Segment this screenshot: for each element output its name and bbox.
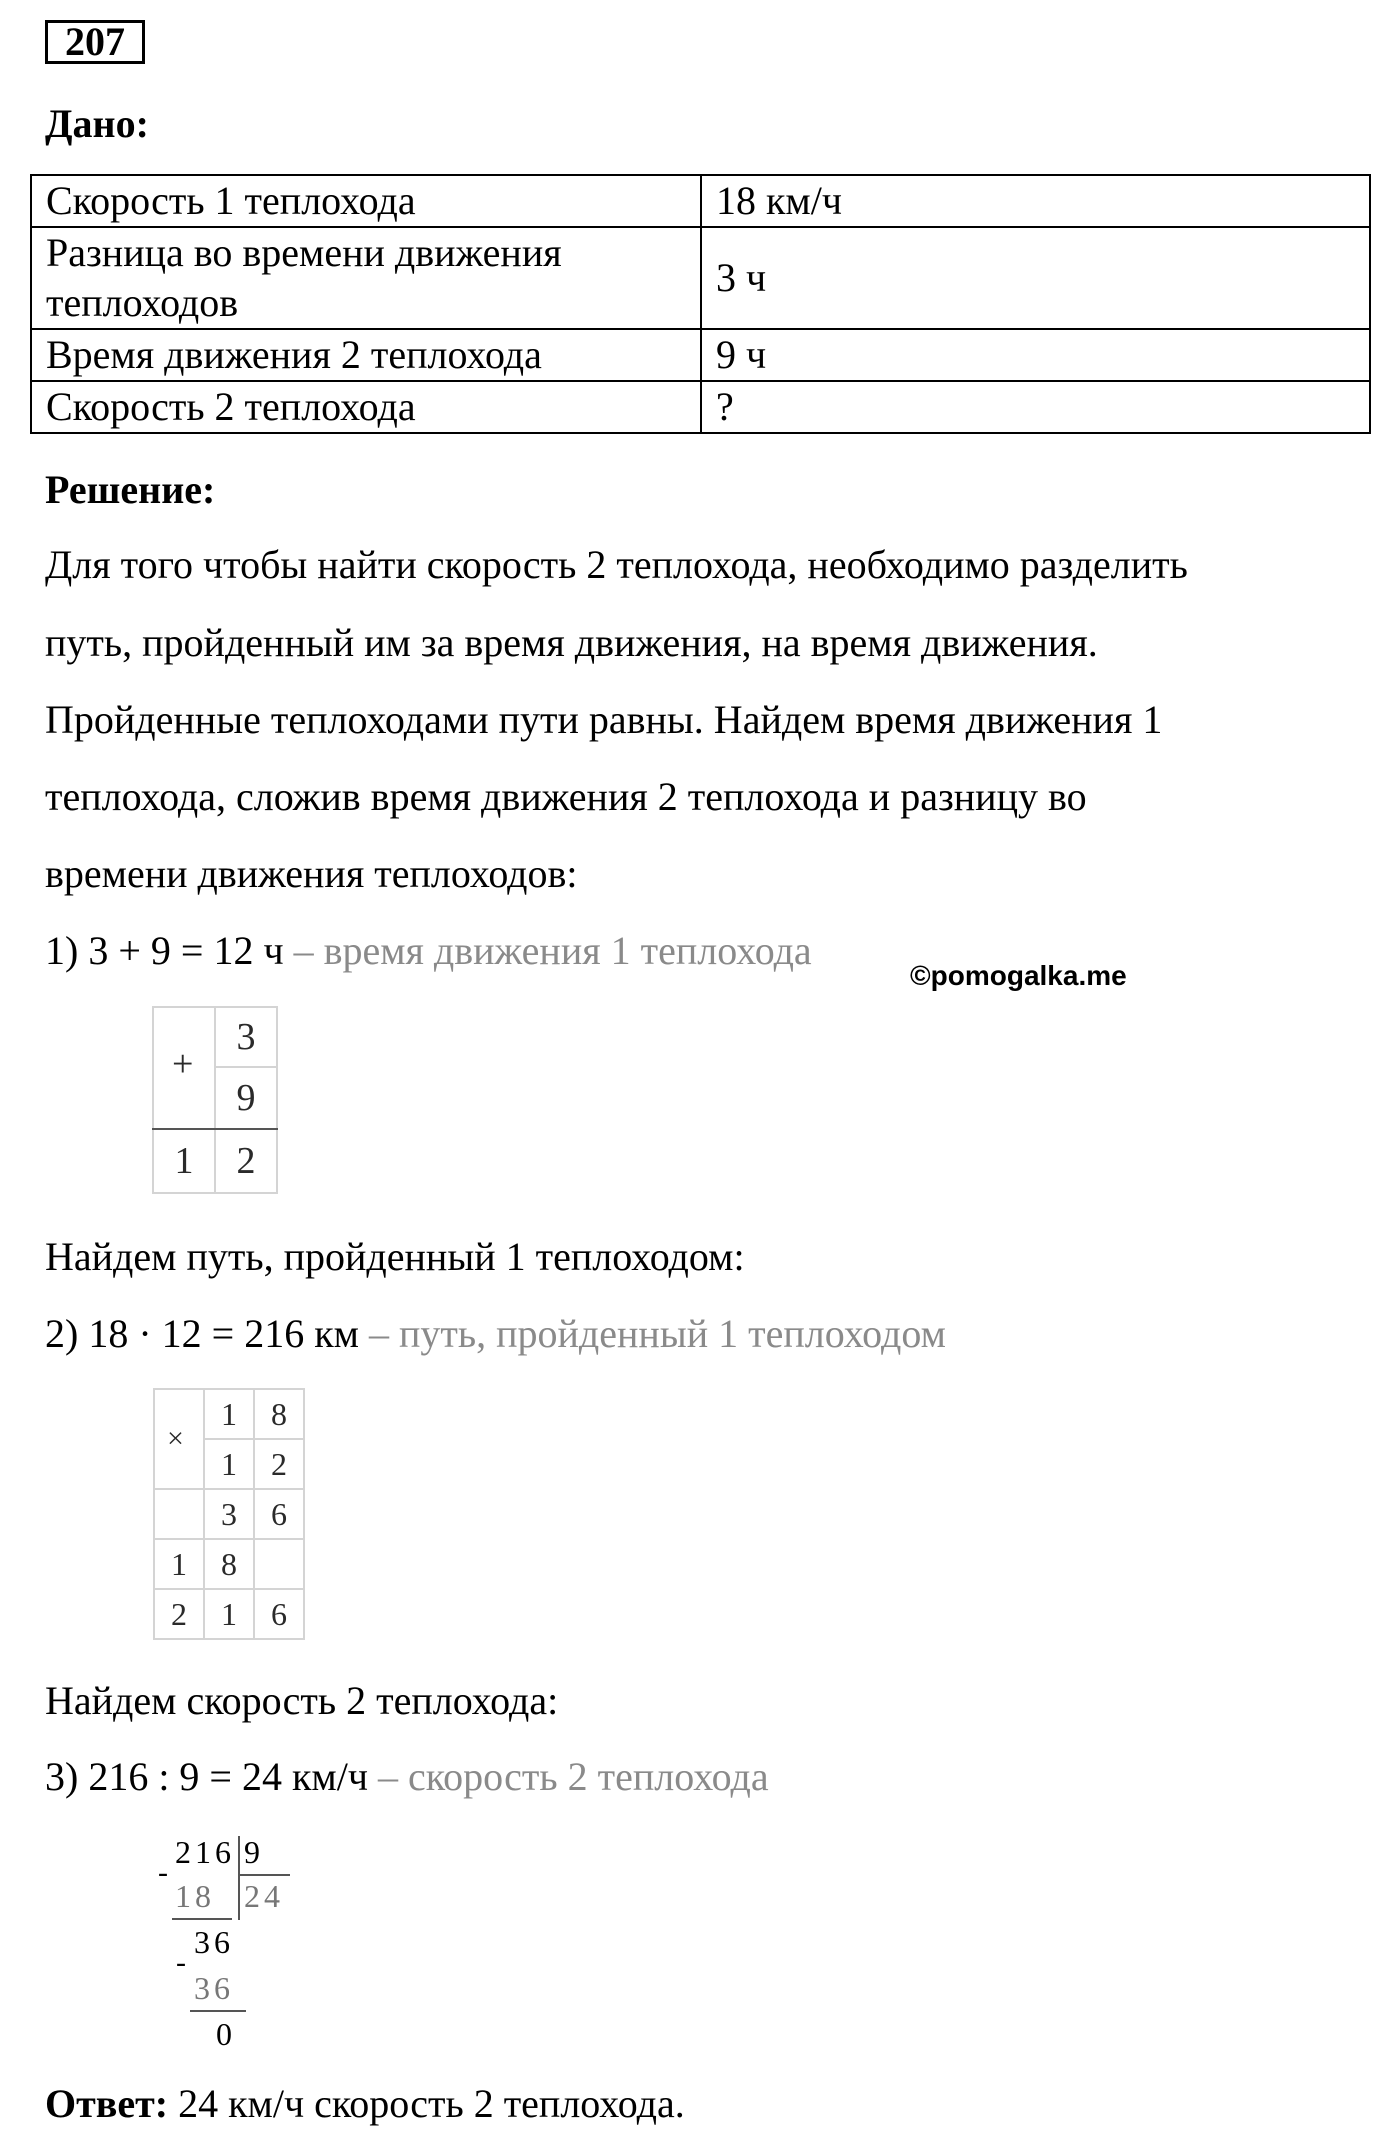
given-label: Скорость 2 теплохода (31, 381, 701, 433)
intro-line: путь, пройденный им за время движения, на время движения. (45, 620, 1098, 665)
mult-cell: 1 (203, 1438, 255, 1490)
given-value: 9 ч (701, 329, 1370, 381)
mult-cell: 2 (253, 1438, 305, 1490)
step-3-expr: 3) 216 : 9 = 24 км/ч (45, 1754, 368, 1799)
given-value: 18 км/ч (701, 175, 1370, 227)
given-label: Скорость 1 теплохода (31, 175, 701, 227)
sum-cell: 2 (214, 1128, 278, 1194)
answer-text: 24 км/ч скорость 2 теплохода. (168, 2081, 685, 2126)
mult-cell: 2 (153, 1588, 205, 1640)
times-sign: × (167, 1422, 184, 1455)
dividend: 216 (175, 1834, 235, 1870)
intro-line: Для того чтобы найти скорость 2 теплохода, необходимо разделить (45, 542, 1188, 587)
solution-heading: Решение: (45, 467, 216, 512)
given-row (31, 175, 1370, 227)
given-label (31, 227, 701, 329)
step-1-note: – время движения 1 теплохода (283, 928, 812, 973)
given-label: Время движения 2 теплохода (31, 329, 701, 381)
quotient: 24 (244, 1878, 284, 1914)
divisor: 9 (244, 1834, 264, 1870)
final-remainder: 0 (216, 2016, 236, 2052)
division-bar (238, 1836, 240, 1920)
step-2 (45, 1310, 946, 1357)
step-3 (45, 1753, 769, 1800)
sub-line (172, 1918, 232, 1920)
mult-cell: 3 (203, 1488, 255, 1540)
step-2-note: – путь, пройденный 1 теплоходом (358, 1311, 946, 1356)
mult-cell: 6 (253, 1588, 305, 1640)
plus-sign: + (172, 1043, 194, 1085)
step-1-expr: 1) 3 + 9 = 12 ч (45, 928, 284, 973)
long-division (150, 1834, 310, 2054)
addend-cell: 3 (214, 1006, 278, 1068)
given-row (31, 227, 1370, 329)
remainder: 36 (194, 1924, 234, 1960)
given-value: 3 ч (701, 227, 1370, 329)
answer (45, 2080, 685, 2127)
mult-cell (153, 1488, 205, 1540)
given-label-line: теплоходов (46, 280, 239, 325)
watermark: ©pomogalka.me (910, 960, 1127, 991)
addend-cell: 9 (214, 1066, 278, 1130)
problem-number: 207 (45, 20, 145, 64)
given-value: ? (701, 381, 1370, 433)
step-2-intro: Найдем путь, пройденный 1 теплоходом: (45, 1234, 745, 1279)
step-2-expr: 2) 18 · 12 = 216 км (45, 1311, 359, 1356)
minus-sign: - (176, 1946, 190, 1979)
mult-cell (253, 1538, 305, 1590)
mult-cell: 8 (253, 1388, 305, 1440)
mult-cell: 1 (203, 1388, 255, 1440)
step-3-intro: Найдем скорость 2 теплохода: (45, 1678, 559, 1723)
given-heading: Дано: (45, 101, 149, 146)
mult-cell: 1 (203, 1588, 255, 1640)
mult-cell: 8 (203, 1538, 255, 1590)
intro-line: Пройденные теплоходами пути равны. Найдем время движения 1 (45, 697, 1163, 742)
intro-line: теплохода, сложив время движения 2 теплохода и разницу во (45, 774, 1087, 819)
mult-cell: 6 (253, 1488, 305, 1540)
step-1 (45, 927, 812, 974)
given-row (31, 381, 1370, 433)
given-label-line: Разница во времени движения (46, 230, 562, 275)
given-table (30, 174, 1371, 434)
minus-sign: - (158, 1856, 172, 1889)
intro-line: времени движения теплоходов: (45, 851, 578, 896)
sub-line (190, 2010, 246, 2012)
mult-cell: 1 (153, 1538, 205, 1590)
step-3-note: – скорость 2 теплохода (367, 1754, 769, 1799)
sum-cell: 1 (152, 1128, 216, 1194)
quotient-line (240, 1874, 290, 1876)
sum-line (152, 1128, 278, 1130)
given-row (31, 329, 1370, 381)
answer-label: Ответ: (45, 2081, 169, 2126)
subtrahend: 36 (194, 1970, 234, 2006)
subtrahend: 18 (175, 1878, 215, 1914)
